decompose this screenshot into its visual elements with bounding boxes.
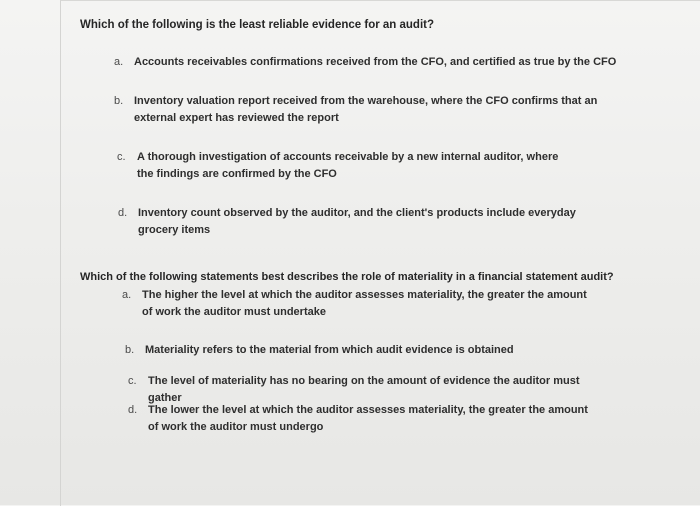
option-letter: d. bbox=[128, 404, 138, 416]
option-letter: d. bbox=[118, 207, 128, 219]
question-2-option-b[interactable] bbox=[125, 342, 605, 359]
option-text: A thorough investigation of accounts receivable by a new internal auditor, where the findings are confirmed by the CFO bbox=[137, 151, 559, 180]
question-1-option-a[interactable] bbox=[114, 54, 634, 71]
question-1-text: Which of the following is the least reliable evidence for an audit? bbox=[80, 19, 434, 31]
option-text: Inventory count observed by the auditor, and the client's products include everyday grocery items bbox=[138, 207, 576, 236]
option-letter: a. bbox=[122, 289, 132, 301]
question-1-option-b[interactable] bbox=[114, 93, 614, 127]
option-letter: b. bbox=[114, 95, 124, 107]
option-letter: c. bbox=[117, 151, 126, 163]
question-2-option-a[interactable] bbox=[122, 287, 592, 321]
option-letter: b. bbox=[125, 344, 135, 356]
option-letter: a. bbox=[114, 56, 124, 68]
option-text: Accounts receivables confirmations received from the CFO, and certified as true by the CFO bbox=[134, 56, 617, 68]
question-2 bbox=[80, 269, 614, 286]
option-text: The lower the level at which the auditor assesses materiality, the greater the amount of work the auditor must undergo bbox=[148, 404, 588, 433]
question-2-text: Which of the following statements best describes the role of materiality in a financial statement audit? bbox=[80, 271, 614, 283]
question-2-option-d[interactable] bbox=[128, 402, 598, 436]
option-text: Materiality refers to the material from which audit evidence is obtained bbox=[145, 344, 514, 356]
question-1-option-c[interactable] bbox=[117, 149, 577, 183]
question-1 bbox=[80, 17, 434, 34]
option-letter: c. bbox=[128, 375, 137, 387]
question-1-option-d[interactable] bbox=[118, 205, 608, 239]
option-text: Inventory valuation report received from the warehouse, where the CFO confirms that an external expert has reviewed the report bbox=[134, 95, 598, 124]
option-text: The higher the level at which the auditor assesses materiality, the greater the amount of work the auditor must undertake bbox=[142, 289, 587, 318]
option-text: The level of materiality has no bearing on the amount of evidence the auditor must gather bbox=[148, 375, 580, 404]
